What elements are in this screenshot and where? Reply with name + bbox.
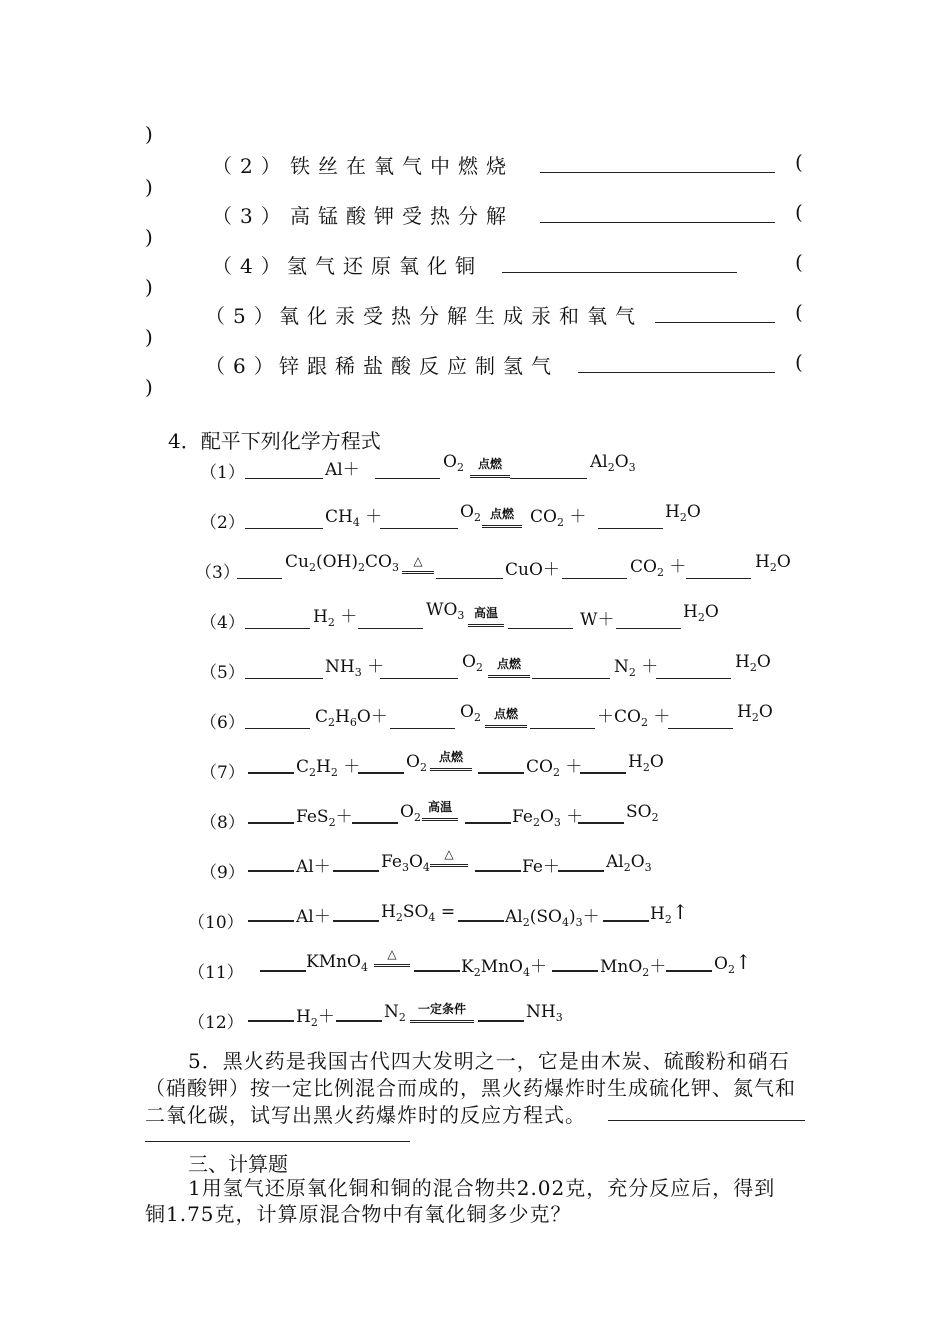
coef-blank[interactable]	[578, 822, 624, 824]
formula-co2: $+CO_2$ ＋	[597, 707, 671, 729]
condition-ignite: 点燃	[482, 505, 522, 528]
coef-blank[interactable]	[358, 628, 423, 629]
close-paren: )	[145, 325, 153, 349]
formula-o2: $O_2$	[462, 652, 483, 674]
formula-nh3: $NH_3$	[526, 1002, 563, 1024]
condition-ignite: 点燃	[430, 748, 472, 771]
condition-certain: 一定条件	[410, 1000, 474, 1023]
formula-al: Al＋	[296, 857, 331, 877]
formula-wo3: $WO_3$	[426, 600, 465, 622]
formula-o2: $O_2$	[460, 702, 481, 724]
formula-fes2: FeS$_2$＋	[296, 807, 353, 829]
coef-blank[interactable]	[436, 578, 503, 579]
eq-label: （9）	[200, 863, 245, 883]
item-5-number: （5）	[205, 304, 282, 328]
close-paren: )	[145, 175, 153, 199]
eq-label: （7）	[200, 763, 245, 783]
formula-h2o: $H_2O$	[683, 602, 719, 624]
formula-al: Al＋	[296, 907, 331, 927]
eq-label: （8）	[200, 813, 245, 833]
condition-ignite: 点燃	[485, 705, 527, 728]
formula-o2: $O_2$	[460, 502, 481, 524]
condition-high-temp: 高温	[468, 604, 504, 627]
formula-h2o: $H_2O$	[628, 752, 664, 774]
formula-h2so4: $H_2SO_4$ =	[381, 902, 456, 924]
item-3-text: 高锰酸钾受热分解	[290, 204, 514, 228]
coef-blank[interactable]	[475, 870, 521, 872]
coef-blank[interactable]	[668, 728, 733, 729]
formula-h2o: $H_2O$	[755, 552, 791, 574]
item-2-number: （2）	[212, 154, 289, 178]
q5-line-3: 二氧化碳，试写出黑火药爆炸时的反应方程式。	[145, 1103, 586, 1127]
coef-blank[interactable]	[245, 728, 310, 729]
formula-cuo: CuO＋	[505, 560, 560, 580]
formula-o2: $O_2$	[400, 802, 421, 824]
item-2-text: 铁丝在氧气中燃烧	[290, 154, 514, 178]
coef-blank[interactable]	[478, 1020, 524, 1022]
coef-blank[interactable]	[603, 920, 649, 922]
formula-h2: $H_2$ ＋	[313, 607, 358, 629]
eq-label: （1）	[200, 463, 245, 483]
formula-co2: $CO_2$ ＋	[526, 757, 583, 779]
coef-blank[interactable]	[510, 478, 587, 479]
formula-fe3o4: $Fe_3O_4$	[381, 852, 430, 874]
formula-c2h2: $C_2H_2$ ＋	[296, 757, 361, 779]
item-4-number: （4）	[212, 254, 289, 278]
coef-blank[interactable]	[458, 920, 504, 922]
close-paren: )	[145, 225, 153, 249]
coef-blank[interactable]	[666, 970, 712, 972]
section-3-title: 三、计算题	[188, 1152, 288, 1176]
coef-blank[interactable]	[358, 772, 404, 774]
formula-h2: $H_2+$	[296, 1007, 335, 1029]
formula-al: Al＋	[325, 460, 360, 480]
item-3-number: （3）	[212, 204, 289, 228]
answer-blank[interactable]	[540, 222, 775, 223]
formula-co2: $CO_2$ ＋	[530, 507, 587, 529]
coef-blank[interactable]	[333, 920, 379, 922]
coef-blank[interactable]	[380, 678, 458, 679]
condition-heat: △	[430, 847, 468, 867]
coef-blank[interactable]	[686, 578, 751, 579]
coef-blank[interactable]	[248, 920, 294, 922]
coef-blank[interactable]	[530, 728, 595, 729]
item-5-text: 氧化汞受热分解生成汞和氧气	[279, 304, 643, 328]
eq-label: （10）	[188, 913, 244, 933]
answer-blank[interactable]	[655, 322, 775, 323]
formula-nh3: $NH_3$ ＋	[325, 657, 385, 679]
coef-blank[interactable]	[245, 628, 310, 629]
formula-n2: $N_2$	[384, 1002, 406, 1024]
coef-blank[interactable]	[245, 528, 323, 529]
coef-blank[interactable]	[656, 678, 731, 679]
eq-label: （5）	[200, 663, 245, 683]
close-paren: )	[145, 275, 153, 299]
formula-fe2o3: $Fe_2O_3$ ＋	[512, 807, 584, 829]
coef-blank[interactable]	[352, 822, 398, 824]
coef-blank[interactable]	[336, 1020, 382, 1022]
calc-q1-line-2: 铜1.75克，计算原混合物中有氧化铜多少克？	[145, 1202, 572, 1226]
formula-c2h6o: $C_2H_6O+$	[315, 707, 388, 729]
up-arrow-icon: ↑	[671, 900, 689, 924]
answer-blank[interactable]	[608, 1120, 805, 1121]
eq-label: （6）	[200, 713, 245, 733]
eq-label: （4）	[200, 613, 245, 633]
condition-heat: △	[374, 947, 410, 967]
formula-cu2oh2co3: $Cu_2(OH)_2CO_3$	[285, 552, 399, 574]
coef-blank[interactable]	[380, 528, 458, 529]
open-paren: (	[795, 200, 803, 224]
coef-blank[interactable]	[375, 478, 440, 479]
coef-blank[interactable]	[260, 970, 306, 972]
equals-sign: =	[440, 902, 456, 922]
coef-blank[interactable]	[478, 772, 524, 774]
coef-blank[interactable]	[465, 822, 511, 824]
formula-h2o: $H_2O$	[737, 702, 773, 724]
open-paren: (	[795, 300, 803, 324]
open-paren: (	[795, 250, 803, 274]
question-4-title: 4．配平下列化学方程式	[168, 429, 381, 453]
condition-ignite: 点燃	[488, 655, 530, 678]
calc-q1-line-1: 1用氢气还原氧化铜和铜的混合物共2.02克，充分反应后，得到	[188, 1176, 776, 1200]
coef-blank[interactable]	[248, 822, 294, 824]
formula-ch4: $CH_4$ ＋	[325, 507, 383, 529]
formula-so2: $SO_2$	[626, 802, 659, 824]
coef-blank[interactable]	[580, 772, 626, 774]
formula-o2-gas: $O_2↑$	[714, 950, 752, 976]
formula-o2: $O_2$	[406, 752, 427, 774]
formula-al2o3: $Al_2O_3$	[606, 852, 652, 874]
eq-label: （3）	[195, 563, 240, 583]
coef-blank[interactable]	[508, 628, 573, 629]
coef-blank[interactable]	[562, 578, 627, 579]
formula-mno2: MnO$_2$＋	[600, 957, 667, 979]
answer-blank[interactable]	[540, 172, 775, 173]
formula-fe: Fe＋	[522, 857, 560, 877]
coef-blank[interactable]	[245, 678, 323, 679]
q5-line-1: 5．黑火药是我国古代四大发明之一，它是由木炭、硫酸粉和硝石	[188, 1049, 790, 1073]
formula-al2o3: $Al_2O_3$	[590, 452, 636, 474]
formula-al2so43: $Al_2(SO_4)_3+$	[505, 907, 600, 929]
eq-label: （2）	[200, 513, 245, 533]
up-arrow-icon: ↑	[734, 950, 752, 974]
open-paren: (	[795, 350, 803, 374]
formula-h2-gas: $H_2↑$	[650, 900, 689, 926]
coef-blank[interactable]	[248, 870, 294, 872]
q5-line-2: （硝酸钾）按一定比例混合而成的，黑火药爆炸时生成硫化钾、氮气和	[145, 1076, 796, 1100]
coef-blank[interactable]	[333, 870, 379, 872]
coef-blank[interactable]	[248, 1020, 294, 1022]
condition-ignite: 点燃	[470, 455, 510, 478]
item-4-text: 氢气还原氧化铜	[287, 254, 483, 278]
coef-blank[interactable]	[558, 870, 604, 872]
formula-h2o: $H_2O$	[735, 652, 771, 674]
eq-label: （11）	[188, 963, 244, 983]
coef-blank[interactable]	[414, 970, 460, 972]
coef-blank[interactable]	[616, 628, 681, 629]
coef-blank[interactable]	[532, 678, 610, 679]
item-6-number: （6）	[205, 354, 282, 378]
answer-blank[interactable]	[502, 272, 737, 273]
item-6-text: 锌跟稀盐酸反应制氢气	[279, 354, 559, 378]
eq-label: （12）	[188, 1013, 244, 1033]
condition-heat: △	[402, 554, 434, 574]
coef-blank[interactable]	[248, 772, 294, 774]
answer-blank[interactable]	[578, 372, 775, 373]
condition-high-temp: 高温	[422, 798, 458, 821]
formula-n2: $N_2$ ＋	[614, 657, 659, 679]
close-paren: )	[145, 375, 153, 399]
coef-blank[interactable]	[245, 478, 323, 479]
formula-h2o: $H_2O$	[665, 502, 701, 524]
formula-w: W＋	[580, 610, 615, 630]
coef-blank[interactable]	[598, 528, 663, 529]
formula-o2: $O_2$	[443, 452, 464, 474]
coef-blank[interactable]	[390, 728, 455, 729]
coef-blank[interactable]	[552, 970, 598, 972]
formula-k2mno4: $K_2MnO_4+$	[461, 957, 547, 979]
coef-blank[interactable]	[237, 578, 282, 579]
formula-co2: $CO_2$ ＋	[630, 557, 687, 579]
answer-blank-continued[interactable]	[145, 1141, 410, 1142]
close-paren: )	[145, 122, 153, 146]
formula-kmno4: KMnO$_4$	[306, 952, 368, 974]
open-paren: (	[795, 150, 803, 174]
